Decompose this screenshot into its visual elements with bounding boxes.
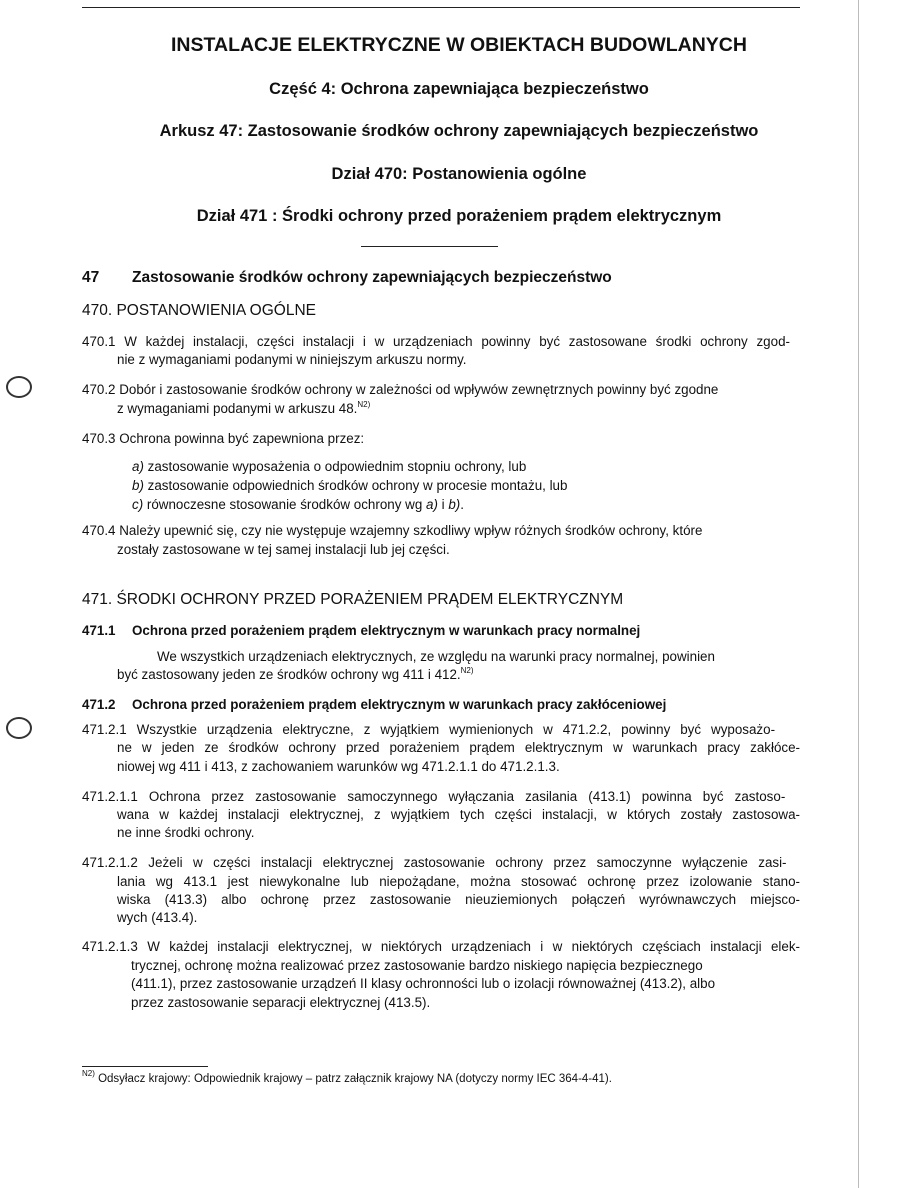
section-471-heading: 471. ŚRODKI OCHRONY PRZED PORAŻENIEM PRĄDEM ELEKTRYCZNYM	[82, 591, 624, 608]
para-471-2-1-2-line2: lania wg 413.1 jest niewykonalne lub niepożądane, można stosować ochronę przez izolowanie stano-	[117, 874, 800, 889]
para-471-1-line2: być zastosowany jeden ze środków ochrony wg 411 i 412.$^{N2)}$	[117, 666, 474, 682]
document-title: INSTALACJE ELEKTRYCZNE W OBIEKTACH BUDOWLANYCH	[171, 34, 747, 56]
footnote	[82, 1069, 612, 1085]
para-471-1-heading: 471.1 Ochrona przed porażeniem prądem elektrycznym w warunkach pracy normalnej	[82, 623, 641, 638]
para-471-2-heading: 471.2 Ochrona przed porażeniem prądem elektrycznym w warunkach pracy zakłóceniowej	[82, 697, 667, 712]
footnote-text: Odsyłacz krajowy: Odpowiednik krajowy – patrz załącznik krajowy NA (dotyczy normy IEC 364-4-41).	[94, 1073, 612, 1085]
para-471-2-1-line3: niowej wg 411 i 413, z zachowaniem warunków wg 471.2.1.1 do 471.2.1.3.	[117, 759, 560, 774]
para-470-2-line2: z wymaganiami podanymi w arkuszu 48.$^{N2)}$	[117, 400, 371, 416]
list-item: c) równoczesne stosowanie środków ochrony wg a) i b).	[132, 497, 464, 512]
para-471-2-1-2-line1: 471.2.1.2 Jeżeli w części instalacji elektrycznej zastosowanie ochrony przez samoczynne wyłączenie zasi-	[82, 855, 787, 870]
punch-hole-icon	[6, 717, 32, 739]
para-470-1-line1: 470.1 W każdej instalacji, części instalacji i w urządzeniach powinny być zastosowane środki ochrony zgod-	[82, 334, 790, 349]
section-47-number: 47	[82, 269, 100, 286]
footnote-ref: N2)	[460, 666, 474, 675]
para-471-2-1-line1: 471.2.1 Wszystkie urządzenia elektryczne, z wyjątkiem wymienionych w 471.2.2, powinny być wyposażo-	[82, 722, 776, 737]
para-471-2-1-3-line3: (411.1), przez zastosowanie urządzeń II klasy ochronności lub o izolacji równoważnej (413.2), albo	[131, 976, 716, 991]
footnote-mark: N2)	[82, 1069, 95, 1078]
section-47-heading	[82, 269, 612, 287]
section-470-heading: 470. POSTANOWIENIA OGÓLNE	[82, 302, 316, 319]
sheet-title: Arkusz 47: Zastosowanie środków ochrony zapewniających bezpieczeństwo	[159, 122, 759, 140]
part-title: Część 4: Ochrona zapewniająca bezpieczeństwo	[269, 80, 649, 98]
para-471-2-1-line2: ne w jeden ze środków ochrony przed porażeniem prądem elektrycznym w warunkach pracy zakłóce-	[117, 740, 800, 755]
para-471-2-1-2-line4: wych (413.4).	[117, 910, 198, 925]
para-470-1-line2: nie z wymaganiami podanymi w niniejszym arkuszu normy.	[117, 352, 467, 367]
list-item: a) zastosowanie wyposażenia o odpowiednim stopniu ochrony, lub	[132, 459, 527, 474]
punch-hole-icon	[6, 376, 32, 398]
para-471-1-line1: We wszystkich urządzeniach elektrycznych, ze względu na warunki pracy normalnej, powinien	[157, 649, 715, 664]
list-item: b) zastosowanie odpowiednich środków ochrony w procesie montażu, lub	[132, 478, 568, 493]
para-470-3-line1: 470.3 Ochrona powinna być zapewniona przez:	[82, 431, 365, 446]
top-rule	[82, 7, 800, 8]
para-471-2-1-1-line2: wana w każdej instalacji elektrycznej, z wyjątkiem tych części instalacji, w których zostały zastosowa-	[117, 807, 800, 822]
division-471-title: Dział 471 : Środki ochrony przed porażeniem prądem elektrycznym	[196, 207, 722, 225]
para-471-2-1-1-line3: ne inne środki ochrony.	[117, 825, 255, 840]
para-471-2-1-3-line2: trycznej, ochronę można realizować przez zastosowanie bardzo niskiego napięcia bezpiecznego	[131, 958, 703, 973]
title-separator	[361, 246, 498, 247]
para-470-3-list	[132, 457, 567, 514]
para-470-4-line2: zostały zastosowane w tej samej instalacji lub jej części.	[117, 542, 450, 557]
division-470-title: Dział 470: Postanowienia ogólne	[331, 165, 587, 183]
para-471-2-1-3-line1: 471.2.1.3 W każdej instalacji elektrycznej, w niektórych urządzeniach i w niektórych częściach instalacji elek-	[82, 939, 800, 954]
para-471-2-1-3-line4: przez zastosowanie separacji elektrycznej (413.5).	[131, 995, 431, 1010]
footnote-ref: N2)	[357, 400, 371, 409]
para-471-2-1-1-line1: 471.2.1.1 Ochrona przez zastosowanie samoczynnego wyłączania zasilania (413.1) powinna być zastoso-	[82, 789, 786, 804]
section-47-title: Zastosowanie środków ochrony zapewniających bezpieczeństwo	[132, 269, 612, 286]
para-470-4-line1: 470.4 Należy upewnić się, czy nie występuje wzajemny szkodliwy wpływ różnych środków ochrony, które	[82, 523, 703, 538]
footnote-separator	[82, 1066, 208, 1067]
para-471-2-1-2-line3: wiska (413.3) albo ochronę przez zastosowanie nieuziemionych połączeń wyrównawczych miejsco-	[117, 892, 800, 907]
para-470-2-line1: 470.2 Dobór i zastosowanie środków ochrony w zależności od wpływów zewnętrznych powinny być zgodne	[82, 382, 719, 397]
